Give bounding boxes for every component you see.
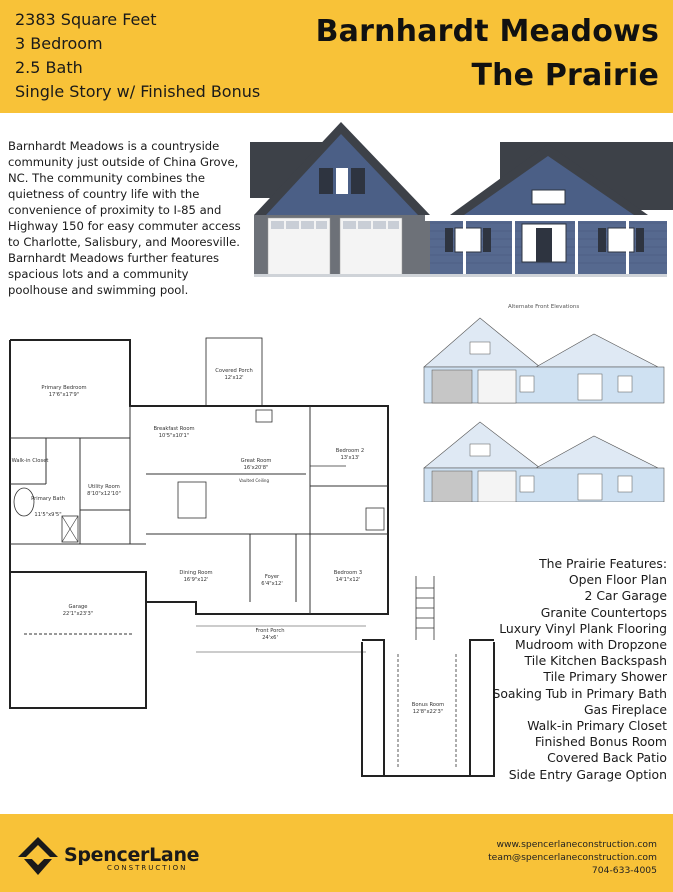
- room-covered-porch: Covered Porch: [215, 368, 253, 374]
- room-front-porch: Front Porch: [255, 628, 285, 634]
- svg-text:6'4"x12': 6'4"x12': [261, 581, 283, 587]
- svg-text:24'x6': 24'x6': [262, 635, 278, 641]
- spec-square-feet: 2383 Square Feet: [15, 10, 157, 29]
- feature-item: Side Entry Garage Option: [508, 766, 667, 782]
- page-title: [316, 10, 659, 98]
- feature-item: Soaking Tub in Primary Bath: [492, 685, 667, 701]
- room-primary-bath: Primary Bath: [31, 496, 65, 502]
- room-bedroom-2: Bedroom 2: [335, 448, 365, 454]
- svg-text:16'9"x12': 16'9"x12': [183, 577, 209, 583]
- feature-item: Open Floor Plan: [568, 572, 667, 588]
- alternate-elevation-2: [424, 422, 664, 502]
- community-name: Barnhardt Meadows: [315, 14, 659, 49]
- feature-item: 2 Car Garage: [584, 588, 667, 604]
- svg-text:16'x20'8": 16'x20'8": [243, 465, 269, 471]
- svg-text:12'8"x22'3": 12'8"x22'3": [412, 709, 444, 715]
- home-specs: [15, 8, 260, 104]
- front-elevation-image: [250, 120, 673, 278]
- brand-subtitle: CONSTRUCTION: [107, 864, 188, 872]
- website-link[interactable]: www.spencerlaneconstruction.com: [496, 839, 657, 850]
- contact-info: [488, 838, 657, 877]
- room-bedroom-3: Bedroom 3: [333, 570, 363, 576]
- feature-item: Gas Fireplace: [583, 701, 667, 717]
- alternate-elevations-image: [418, 312, 670, 502]
- feature-item: Tile Primary Shower: [543, 669, 667, 685]
- svg-text:12'x12': 12'x12': [224, 375, 244, 381]
- feature-item: Mudroom with Dropzone: [515, 637, 667, 653]
- alternate-elevations-caption: Alternate Front Elevations: [508, 304, 580, 310]
- room-foyer: Foyer: [264, 574, 280, 580]
- vaulted-ceiling-label: Vaulted Ceiling: [238, 478, 270, 483]
- feature-item: Tile Kitchen Backspash: [524, 653, 667, 669]
- alternate-elevation-1: [424, 318, 664, 403]
- feature-item: Granite Countertops: [540, 604, 667, 620]
- svg-text:10'5"x10'1": 10'5"x10'1": [158, 433, 190, 439]
- room-walkin-closet: Walk-in Closet: [11, 458, 49, 464]
- intro-paragraph: Barnhardt Meadows is a countryside community just outside of China Grove, NC. The community combines the quietness of country life with the convenience of proximity to I-85 and Highway 150 for easy commuter access to Charlotte, Salisbury, and Mooresville. Barnhardt Meadows further features spacious lots and a community poolhouse and swimming pool.: [8, 139, 241, 297]
- room-utility: Utility Room: [88, 484, 120, 490]
- main-floor-plan: [6, 334, 396, 710]
- svg-text:14'1"x12': 14'1"x12': [335, 577, 361, 583]
- svg-text:22'1"x23'3": 22'1"x23'3": [62, 611, 94, 617]
- features-heading: The Prairie Features:: [539, 556, 667, 571]
- room-primary-bedroom: Primary Bedroom: [41, 385, 87, 391]
- feature-item: Walk-in Primary Closet: [527, 718, 667, 734]
- email-link[interactable]: team@spencerlaneconstruction.com: [488, 852, 657, 863]
- spec-story: Single Story w/ Finished Bonus: [15, 82, 261, 101]
- svg-text:13'x13': 13'x13': [340, 455, 360, 461]
- spec-bedrooms: 3 Bedroom: [15, 34, 103, 53]
- room-breakfast: Breakfast Room: [153, 426, 195, 432]
- room-dining: Dining Room: [179, 570, 213, 576]
- brand-name: SpencerLane: [64, 844, 200, 866]
- room-great-room: Great Room: [240, 458, 272, 464]
- features-list: [492, 556, 667, 783]
- svg-text:8'10"x12'10": 8'10"x12'10": [87, 491, 121, 497]
- feature-item: Finished Bonus Room: [534, 734, 667, 750]
- room-bonus: Bonus Room: [411, 702, 445, 708]
- bonus-floor-plan: [358, 568, 498, 790]
- feature-item: Luxury Vinyl Plank Flooring: [499, 620, 667, 636]
- spec-baths: 2.5 Bath: [15, 58, 83, 77]
- plan-name: The Prairie: [471, 58, 659, 93]
- room-garage: Garage: [68, 604, 88, 610]
- svg-text:17'6"x17'9": 17'6"x17'9": [48, 392, 80, 398]
- svg-text:11'5"x9'5": 11'5"x9'5": [34, 512, 62, 518]
- spencerlane-logo-icon: [16, 835, 60, 879]
- feature-item: Covered Back Patio: [547, 750, 667, 766]
- phone-number[interactable]: 704-633-4005: [591, 865, 657, 876]
